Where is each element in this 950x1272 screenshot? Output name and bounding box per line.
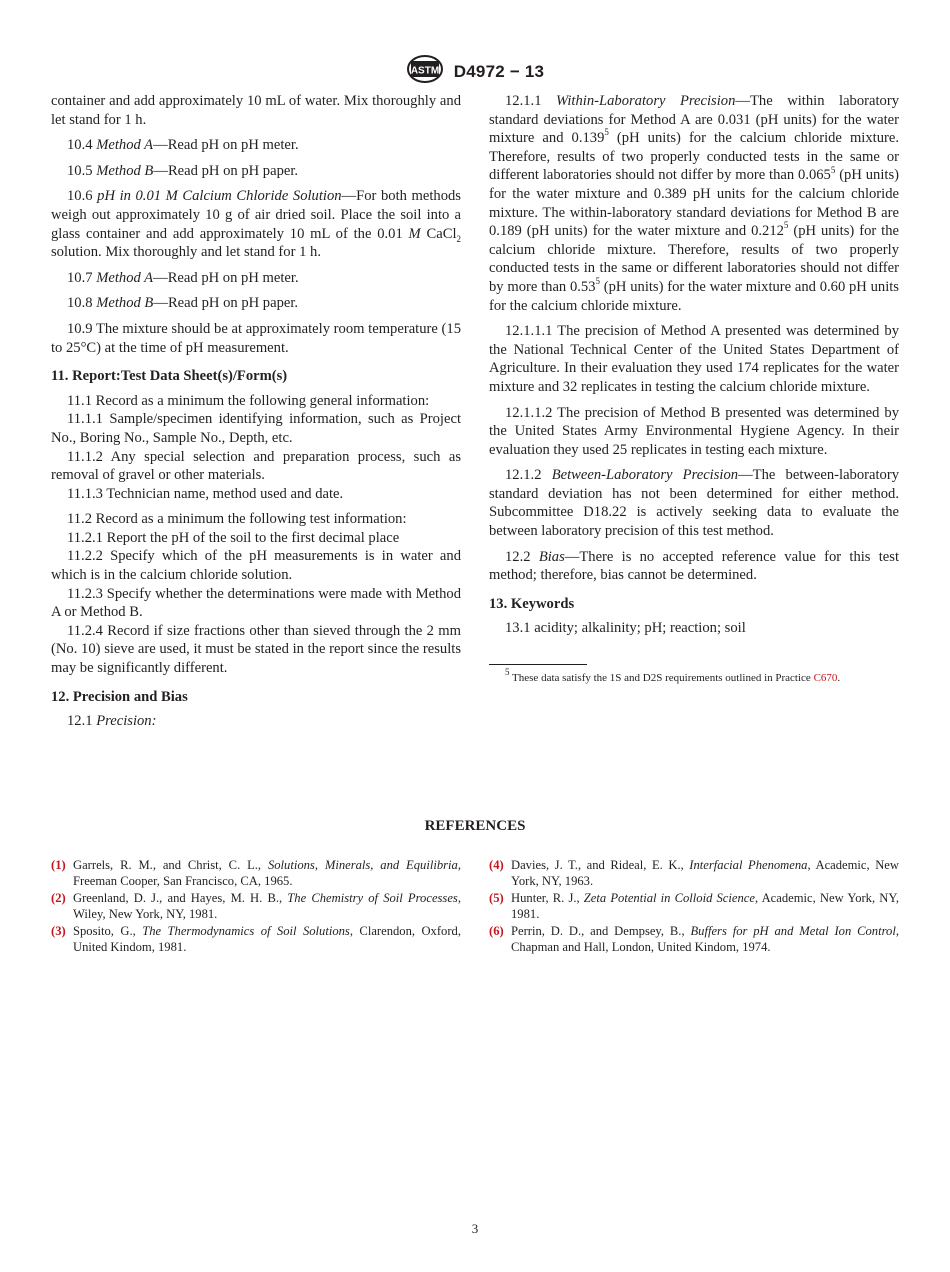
- paragraph-10-5: 10.5 Method B—Read pH on pH paper.: [67, 162, 299, 179]
- paragraph-continuation: container and add approximately 10 mL of water. Mix thoroughly and let stand for 1 h.: [51, 93, 461, 128]
- footnote-ref: 5: [595, 276, 601, 287]
- references-left-column: [51, 857, 461, 956]
- paragraph-11-1: 11.1 Record as a minimum the following general information:: [67, 392, 430, 409]
- reference-number[interactable]: (1): [51, 858, 66, 872]
- references-heading: REFERENCES: [424, 818, 526, 834]
- paragraph-10-4: 10.4 Method A—Read pH on pH meter.: [67, 137, 299, 154]
- paragraph-12-1-1: 12.1.1 Within-Laboratory Precision—The within laboratory standard deviations for Method A are 0.031 (pH units) for the water mixture and 0.139$^5$ (pH units) for the calcium chloride mixture. Therefore, results of two properly conducted tests in the same or different laboratories should not differ by more than 0.065$^5$ (pH units) for the water mixture and 0.389 pH units for the calcium chloride mixture. The within-laboratory standard deviations for Method B are 0.189 (pH units) for the water mixture and 0.212$^5$ (pH units) for the calcium chloride mixture. Therefore, results of two properly conducted tests in the same or different laboratories should not differ by more than 0.53$^5$ (pH units) for the water mixture and 0.60 pH units for the calcium chloride mixture.: [489, 93, 899, 314]
- reference-number[interactable]: (4): [489, 858, 504, 872]
- references-right-column: [489, 857, 899, 956]
- footnote-ref: 5: [830, 164, 836, 175]
- paragraph-12-1-1-1: 12.1.1.1 The precision of Method A presented was determined by the National Technical Center of the United States Department of Agriculture. In their evaluation they used 174 replicates for the water mixture and 32 replicates in testing the calcium chloride mixture.: [489, 323, 899, 395]
- paragraph-11-2-4: 11.2.4 Record if size fractions other than sieved through the 2 mm (No. 10) sieve are used, it must be stated in the report since the results may be significantly different.: [51, 622, 461, 677]
- footnote-divider: [489, 664, 587, 665]
- paragraph-11-2-2: 11.2.2 Specify which of the pH measurements is in water and which is in the calcium chloride solution.: [51, 548, 461, 584]
- footnote-ref: 5: [604, 127, 609, 138]
- page-header: [0, 54, 950, 89]
- astm-logo-text: ASTM: [410, 65, 439, 77]
- paragraph-11-2: 11.2 Record as a minimum the following test information:: [67, 511, 407, 528]
- paragraph-12-2: 12.2 Bias—There is no accepted reference value for this test method; therefore, bias cannot be determined.: [489, 548, 900, 584]
- paragraph-11-1-1: 11.1.1 Sample/specimen identifying information, such as Project No., Boring No., Sample No., Depth, etc.: [51, 411, 461, 446]
- reference-number[interactable]: (6): [489, 924, 504, 938]
- reference-number[interactable]: (5): [489, 891, 504, 905]
- paragraph-10-8: 10.8 Method B—Read pH on pH paper.: [67, 295, 299, 312]
- paragraph-10-9: 10.9 The mixture should be at approximately room temperature (15 to 25°C) at the time of pH measurement.: [51, 320, 461, 356]
- paragraph-12-1-2: 12.1.2 Between-Laboratory Precision—The between-laboratory standard deviation has not been determined for either method. Subcommittee D18.22 is actively seeking data to evaluate the between laboratory precision of this test method.: [489, 467, 899, 540]
- astm-logo: [406, 54, 444, 89]
- reference-item: (6) Perrin, D. D., and Dempsey, B., Buffers for pH and Metal Ion Control, Chapman and Hall, London, United Kindom, 1974.: [489, 924, 899, 954]
- paragraph-13-1: 13.1 acidity; alkalinity; pH; reaction; soil: [505, 620, 746, 637]
- paragraph-11-1-2: 11.1.2 Any special selection and preparation process, such as removal of gravel or other materials.: [51, 448, 461, 484]
- paragraph-12-1: 12.1 Precision:: [67, 713, 157, 730]
- document-designation: D4972 − 13: [453, 61, 545, 81]
- page-number: 3: [471, 1221, 479, 1236]
- paragraph-11-1-3: 11.1.3 Technician name, method used and date.: [67, 485, 344, 502]
- reference-item: (5) Hunter, R. J., Zeta Potential in Colloid Science, Academic, New York, NY, 1981.: [489, 891, 899, 921]
- section-heading-12: 12. Precision and Bias: [51, 688, 188, 705]
- paragraph-11-2-3: 11.2.3 Specify whether the determinations were made with Method A or Method B.: [51, 585, 461, 621]
- paragraph-11-2-1: 11.2.1 Report the pH of the soil to the first decimal place: [67, 529, 400, 546]
- section-heading-11: 11. Report:Test Data Sheet(s)/Form(s): [51, 368, 288, 385]
- left-column: [51, 92, 461, 738]
- paragraph-10-7: 10.7 Method A—Read pH on pH meter.: [67, 269, 299, 286]
- reference-item: (3) Sposito, G., The Thermodynamics of Soil Solutions, Clarendon, Oxford, United Kindom, 1981.: [51, 924, 461, 954]
- paragraph-10-6: 10.6 pH in 0.01 M Calcium Chloride Solution—For both methods weigh out approximately 10 g of air dried soil. Place the soil into a glass container and add approximately 10 mL of the 0.01 M CaCl$_2$ solution. Mix thoroughly and let stand for 1 h.: [51, 188, 461, 261]
- paragraph-12-1-1-2: 12.1.1.2 The precision of Method B presented was determined by the United States Army Environmental Hygiene Agency. In their evaluation they used 25 replicates in testing each mixture.: [489, 404, 899, 458]
- reference-item: (4) Davies, J. T., and Rideal, E. K., Interfacial Phenomena, Academic, New York, NY, 1963.: [489, 858, 899, 888]
- footnote: $^5$ These data satisfy the 1S and D2S requirements outlined in Practice C670.: [505, 667, 841, 685]
- reference-number[interactable]: (2): [51, 891, 66, 905]
- section-heading-13: 13. Keywords: [489, 595, 575, 612]
- practice-c670-link[interactable]: C670: [813, 672, 838, 685]
- reference-item: (1) Garrels, R. M., and Christ, C. L., Solutions, Minerals, and Equilibria, Freeman Cooper, San Francisco, CA, 1965.: [51, 858, 461, 888]
- reference-item: (2) Greenland, D. J., and Hayes, M. H. B., The Chemistry of Soil Processes, Wiley, New York, NY, 1981.: [51, 891, 461, 921]
- reference-number[interactable]: (3): [51, 924, 66, 938]
- right-column: [489, 92, 899, 685]
- footnote-ref: 5: [783, 220, 789, 231]
